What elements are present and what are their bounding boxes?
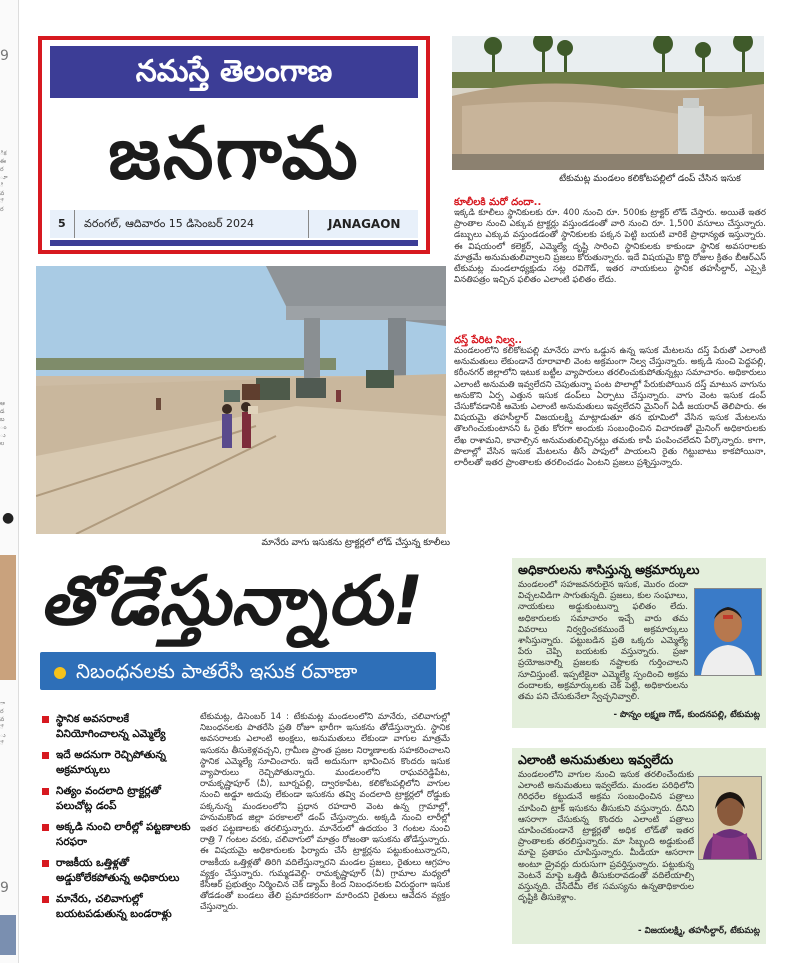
- edition-city: జనగామ: [108, 111, 360, 195]
- key-point: నిత్యం వందలాది ట్రాక్టర్లతో పలుచోట్ల డంప్: [42, 784, 194, 813]
- key-point: అక్కడి నుంచి లారీల్లో పట్టణాలకు సరఫరా: [42, 820, 194, 849]
- dateline: వరంగల్, ఆదివారం 15 డిసెంబర్ 2024: [84, 217, 254, 230]
- box-text: మండలంలో సహజవనరులైన ఇసుక, మొరం దందా విచ్చలవిడిగా సాగుతున్నది. ప్రజలు, కుల సంఘాలు, నాయకులు అడ్డుకుంటున్నా ఫలితం లేదు. అధికారులకు సమాచారం ఇచ్చే వారు తమ వివరాలు నిర్వర్తించకముందే అక్రమార్కులు శాసిస్తున్నారు. పట్టుబడిన ప్రతి ఒక్కరు ఎమ్మెల్యే పేరు చెప్పి బయటకు వస్తున్నారు. ప్రజా ప్రయోజనాల్ని ప్రజలకు నష్టాలకు గుర్తించాలని సూచిస్తుంటే. ఇప్పటికైనా ఎమ్మెల్యే స్పందించి అక్రమ దందాలకు, అక్రమార్కులకు చెక్ పెట్టి, అధికారులను తమ పని చేసుకునేలా స్వేచ్ఛనివ్వాలి.: [518, 580, 688, 703]
- key-points: [42, 712, 194, 928]
- page-number: 5: [58, 217, 66, 230]
- dateline-strip: [50, 210, 418, 238]
- bullet-dot: [54, 667, 66, 679]
- edge-photo: [0, 555, 16, 680]
- box-title: అధికారులను శాసిస్తున్న అక్రమార్కులు: [518, 562, 700, 577]
- quote-box: [512, 748, 766, 944]
- key-point: రాజకీయ ఒత్తిళ్లతో అడ్డుకోలేకపోతున్న అధికారులు: [42, 856, 194, 885]
- story-paragraph: ఇక్కడి కూలీలు స్థానికులకు రూ. 400 నుంచి రూ. 500కు ట్రాక్టర్ లోడ్ చేస్తారు. అయితే ఇతర ప్రాంతాల నుంచి ఎక్కువ ట్రాక్టర్లు వస్తుండడంతో వారి నుంచి రూ. 1,500 వసూలు చేస్తున్నారు. డబ్బులు ఎక్కువ వస్తుండడంతో స్థానికులకు పక్కన పెట్టి బయటి వారికే ప్రాధాన్యత ఇస్తున్నారు. ఈ విషయంలో కలెక్టర్, ఎమ్మెల్యే దృష్టి సారించి స్థానికులకు కాకుండా స్థానిక అవసరాలకు మాత్రమే అనుమతులివ్వాలని ప్రజలు కోరుతున్నారు. ఇదే విషయమై కొద్ది రోజుల క్రితం బీఆర్ఎస్ టేకుమట్ల మండలాధ్యక్షుడు సట్ల రవిగౌడ్, ఇతర నాయకులు స్థానిక తహసీల్దార్, ఎస్పైకి వినతిపత్రం ఇచ్చిన ఫలితం ఎలాంటి ఫలితం లేదు.: [454, 208, 766, 286]
- key-point: స్థానిక అవసరాలకే వినియోగించాలన్న ఎమ్మెల్యే: [42, 712, 194, 741]
- edge-photo: [0, 915, 16, 955]
- key-point: మానేరు, చలివాగుల్లో బయటపడుతున్న బండరాళ్లు: [42, 892, 194, 921]
- subhead: కూలీలకి మరో దందా..: [454, 197, 542, 208]
- key-point: ఇదే అదనుగా రెచ్చిపోతున్న అక్రమార్కులు: [42, 748, 194, 777]
- subhead: దస్త్ పేరిట నిల్వ..: [454, 335, 523, 346]
- edge-fragment: 9: [0, 48, 9, 64]
- headline: తోడేస్తున్నారు!: [40, 562, 425, 641]
- adjacent-page-edge: [0, 0, 19, 963]
- deck-text: నిబంధనలకు పాతరేసి ఇసుక రవాణా: [76, 659, 358, 683]
- edge-fragment: ిక ఈ ర ూ ి వ ే ర: [0, 150, 8, 213]
- deck: [40, 652, 436, 690]
- signature: - విజయలక్ష్మి, తహసీల్దార్, టేకుమట్ల: [638, 926, 760, 936]
- edge-fragment: ఆ డ బ ం ు ల: [0, 400, 7, 447]
- portrait-photo: [694, 588, 762, 676]
- divider: [74, 210, 75, 238]
- main-story-text: టేకుమట్ల, డిసెంబర్ 14 : టేకుమట్ల మండలంలోని మానేరు, చలివాగుల్లో నిబంధనలకు పాతరేసి ప్రతి రోజూ భారీగా ఇసుకను తోడేస్తున్నారు. స్థానిక అవసరాలకు ఎలాంటి అంక్షలు, అనుమతులు లేకుండా వాగుల మాత్రమే ఇసుకను తీసుకెళ్లవచ్చని, గ్రామీణ ప్రాంత ప్రజల నిర్మాణాలకు సహకరించాలని స్థానిక ఎమ్మెల్యే సూచించారు. ఇదే అదునుగా భావించిన కొందరు ఇసుక వ్యాపారులు రెచ్చిపోతున్నారు. మండలంలోని రాఘవరెడ్డిపేట, రామకృష్ణాపూర్ (వీ), బూర్నపల్లి, ద్వారకాపేట, కలికోటపల్లిలోని వాగుల నుంచి అడ్డూ అదుపు లేకుండా ఇసుకను తవ్వి వందలాది ట్రాక్టర్లలో రోడ్డుకు పక్కనున్న మండలంలోని ప్రధాన రహదారి వెంట ఉన్న గ్రామాల్లో, హనుమకొండ జిల్లా పరకాలలో డంప్ చేస్తున్నారు. అక్కడి నుంచి లారీల్లో ఇతర పట్టణాలకు తరలిస్తున్నారు. మానేరులో ఉదయం 3 గంటల నుంచి రాత్రి 7 గంటల వరకు, చలివాగులో మాత్రం రోజంతా ఇసుకను తోడేస్తున్నారు. ఈ విషయమై అధికారులకు ఫిర్యాదు చేసే ట్రాక్టర్లను పట్టుకుంటున్నారని, రాజకీయ ఒత్తిళ్లతో తిరిగి వదిలేస్తున్నారని మండల ప్రజలు, రైతులు ఆగ్రహం వ్యక్తం చేస్తున్నారు. గుమ్మడవెల్లి- రామకృష్ణాపూర్ (వీ) గ్రామాల మధ్యలో కేసీఆర్ ప్రభుత్వం నిర్మించిన చెక్ డ్యామ్ కింద నిబంధనలకు విరుద్ధంగా ఇసుక తోడడంతో బండలు తేలి ప్రమాదకరంగా మారిందని రైతులు ఆవేదన వ్యక్తం చేస్తున్నారు.: [200, 712, 450, 913]
- box-text: మండలంలోని వాగుల నుంచి ఇసుక తరలించేందుకు ఎలాంటి అనుమతులు ఇవ్వలేదు. మండల పరిధిలోని గిరిధరేల కట్టుడునే అక్రమ సంబంధించిన పత్రాలు చూపించి ట్రాక్ ఇసుకను తీసుకుని వస్తున్నారు. దీనిని ఆసరాగా చేసుకున్న కొందరు ఎలాంటి పత్రాలు చూపించకుండానే ట్రాక్టర్లతో అధిక లోడ్‌తో ఇతర ప్రాంతాలకు తరలిస్తున్నారు. మా సిబ్బంది అడ్డుకుంటే మాపై ప్రతాపం చూపిస్తున్నారు. మీడియా ఆసరాగా అంటూ డ్రైవర్లు దురుసుగా ప్రవర్తిస్తున్నారు. పట్టుకున్న వెంటనే మాపై ఒత్తిడి తీసుకురావడంతో వదిలేయాల్సి వస్తున్నది. చేసేదేమీ లేక సమస్యను ఉన్నతాధికారుల దృష్టికి తీసుకెళ్లాం.: [518, 770, 694, 904]
- edition-name: JANAGAON: [328, 217, 401, 231]
- photo-caption: టేకుమట్ల మండలం కలికోటపల్లిలో డంప్ చేసిన ఇసుక: [559, 174, 741, 184]
- divider: [308, 210, 309, 238]
- edge-fragment: 9: [0, 880, 9, 896]
- river-sand-photo: [36, 266, 446, 534]
- signature: - పొన్నం లక్ష్మణ గౌడ్, కుందనపల్లి, టేకుమట్ల: [613, 710, 760, 720]
- box-title: ఎలాంటి అనుమతులు ఇవ్వలేదు: [518, 752, 674, 767]
- portrait-photo: [698, 776, 762, 860]
- sand-dump-photo: [452, 36, 764, 170]
- masthead: [38, 36, 430, 254]
- story-paragraph: మండలంలోని కలికోటపల్లి మానేరు వాగు ఒడ్డున ఉన్న ఇసుక మేటలను దస్త్ పేరుతో ఎలాంటి అనుమతులు లేకుండానే రూరావాలి వెంట అక్రమంగా నిల్వ చేస్తున్నారు. అక్కడి నుంచి పెద్దపల్లి, కరీంనగర్ జిల్లాలోని ఇటుక బట్టీల వ్యాపారులు తరలించుకుపోతున్నట్లు సమాచారం. అధికారులు ఎలాంటి అనుమతి ఇవ్వలేదని చెపుతున్నా పంట పొలాల్లో పేరుకుపోయిన దస్త్ మాటున వాగును అనుకొని ఏర్ప ఎత్తున ఇసుక డంప్‌లు ఏర్పాటు చేస్తున్నారు. వాగు వెంట ఇసుక డంప్ చేసుకోవడానికి ఆమెకు ఎలాంటి అనుమతులు ఇవ్వలేదని మైనింగ్ ఏడీ జయరావ్ తెలిపారు. ఈ విషయమై తహసీల్దార్ విజయలక్ష్మి మాట్లాడుతూ తన భూమిలో వేసిన ఇసుక మేటలను తొలగించుకుంటానని ఓ రైతు కోరగా అందుకు సంబంధించిన విచారణతో మైనింగ్ అధికారులకు లేఖ రాశామని, కావాల్సిన అనుమతులిచ్చినట్లు తమకు కాపీ పంపించలేదని పేర్కొన్నారు. కాగా, పొలాల్లో వేసిన ఇసుక మేటలను తీసే పాపులో పాయలని రైతు గిట్టుబాటు కాకపోయినా, లారీలతో ఇతర ప్రాంతాలకు తరలించడం ఏంటని ప్రజలు ప్రశ్నిస్తున్నారు.: [454, 346, 766, 469]
- edge-bullet: ●: [2, 510, 15, 526]
- photo-caption: మానేరు వాగు ఇసుకను ట్రాక్టర్లలో లోడ్ చేస్తున్న కూలీలు: [261, 538, 450, 548]
- quote-box: [512, 558, 766, 728]
- masthead-bar: [50, 240, 418, 246]
- brand-name: నమస్తే తెలంగాణ: [50, 46, 418, 98]
- edge-fragment: ా ర వ ే ు ే: [0, 700, 6, 747]
